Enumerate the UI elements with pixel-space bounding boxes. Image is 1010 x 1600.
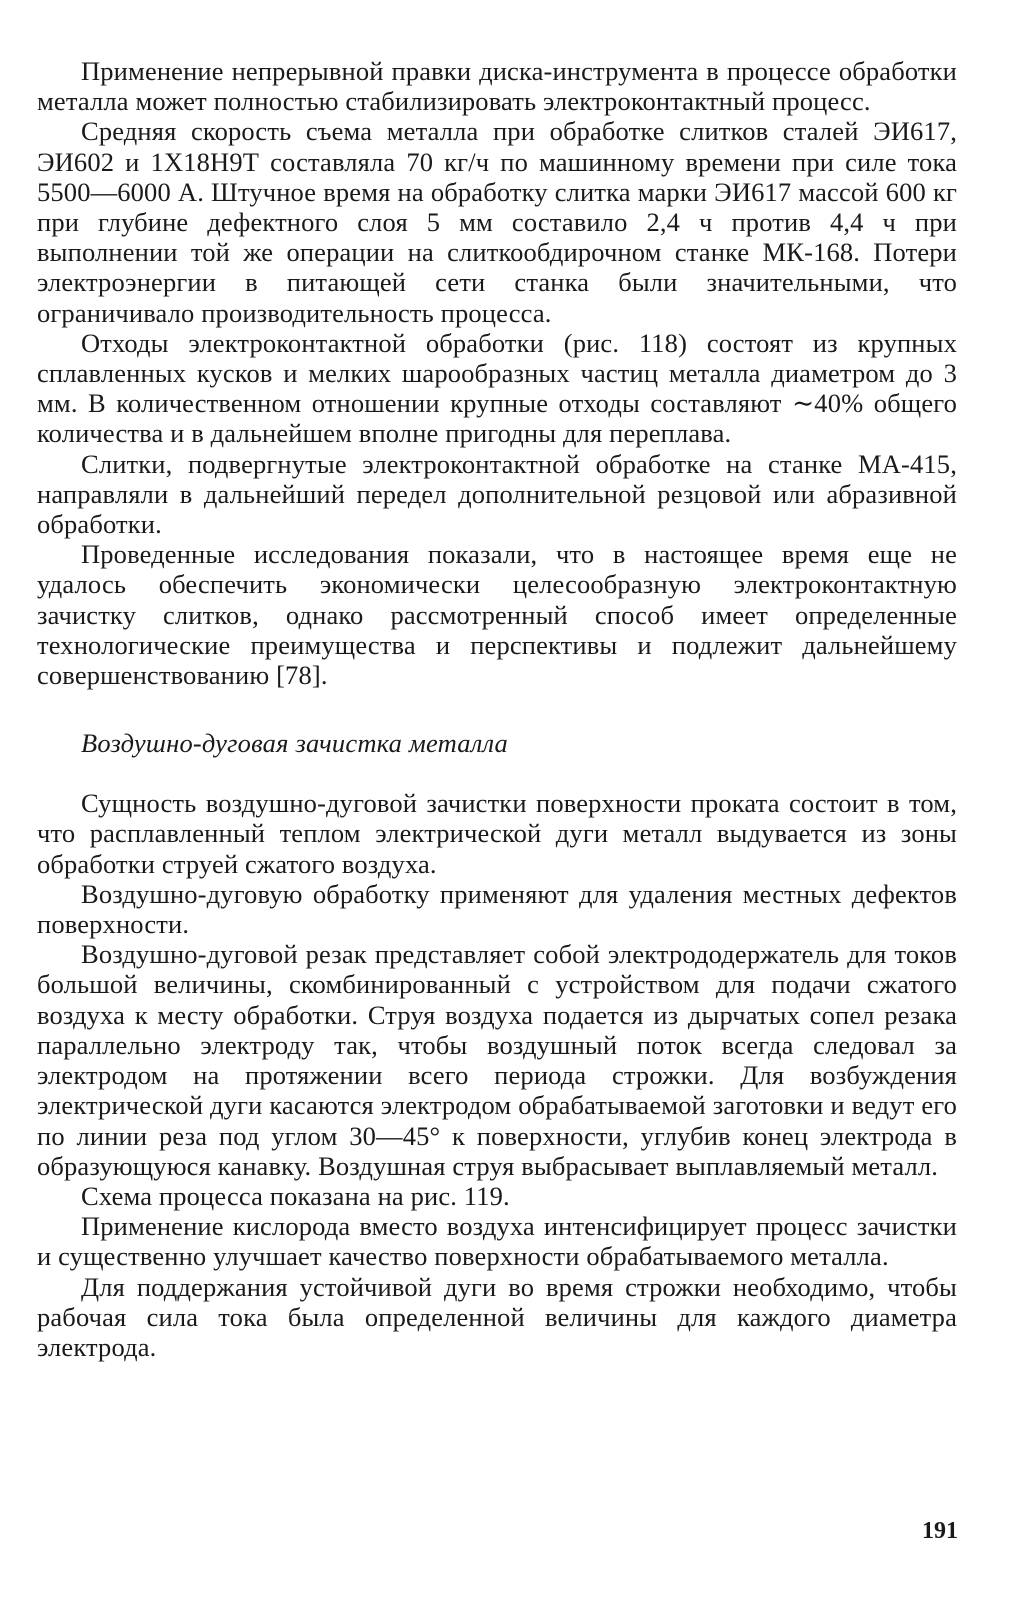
paragraph: Для поддержания устойчивой дуги во время строжки необходимо, чтобы рабочая сила тока была определенной величины для каждого диаметра электрода. bbox=[37, 1271, 957, 1362]
paragraph: Отходы электроконтактной обработки (рис. 118) состоят из крупных сплавленных кусков и мелких шарообразных частиц металла диаметром до 3 мм. В количественном отношении крупные отходы составляют ∼40% общего количества и в дальнейшем вполне пригодны для переплава. bbox=[37, 327, 957, 449]
section-heading: Воздушно-дуговая зачистка металла bbox=[81, 728, 509, 759]
paragraph: Средняя скорость съема металла при обработке слитков сталей ЭИ617, ЭИ602 и 1Х18Н9Т составляла 70 кг/ч по машинному времени при силе тока 5500—6000 А. Штучное время на обработку слитка марки ЭИ617 массой 600 кг при глубине дефектного слоя 5 мм составило 2,4 ч против 4,4 ч при выполнении той же операции на слиткообдирочном станке МК-168. Потери электроэнергии в питающей сети станка были значительными, что ограничивало производительность процесса. bbox=[37, 116, 957, 328]
paragraph: Воздушно-дуговой резак представляет собой электрододержатель для токов большой величины, скомбинированный с устройством для подачи сжатого воздуха к месту обработки. Струя воздуха подается из дырчатых сопел резака параллельно электроду так, чтобы воздушный поток всегда следовал за электродом на протяжении всего периода строжки. Для возбуждения электрической дуги касаются электродом обрабатываемой заготовки и ведут его по линии реза под углом 30—45° к поверхности, углубив конец электрода в образующуюся канавку. Воздушная струя выбрасывает выплавляемый металл. bbox=[37, 939, 957, 1181]
paragraph: Проведенные исследования показали, что в настоящее время еще не удалось обеспечить экономически целесообразную электроконтактную зачистку слитков, однако рассмотренный способ имеет определенные технологические преимущества и перспективы и подлежит дальнейшему совершенствованию [78]. bbox=[37, 539, 957, 691]
paragraph: Применение кислорода вместо воздуха интенсифицирует процесс зачистки и существенно улучшает качество поверхности обрабатываемого металла. bbox=[37, 1211, 957, 1272]
page-body bbox=[37, 56, 957, 1362]
heading-spacer bbox=[37, 758, 957, 788]
paragraph: Применение непрерывной правки диска-инструмента в процессе обработки металла может полностью стабилизировать электроконтактный процесс. bbox=[37, 56, 957, 117]
paragraph: Схема процесса показана на рис. 119. bbox=[81, 1180, 510, 1211]
paragraph: Слитки, подвергнутые электроконтактной обработке на станке МА-415, направляли в дальнейший передел дополнительной резцовой или абразивной обработки. bbox=[37, 448, 957, 540]
paragraph: Воздушно-дуговую обработку применяют для удаления местных дефектов поверхности. bbox=[37, 878, 957, 940]
page-number: 191 bbox=[922, 1518, 958, 1544]
paragraph: Сущность воздушно-дуговой зачистки поверхности проката состоит в том, что расплавленный теплом электрической дуги металл выдувается из зоны обработки струей сжатого воздуха. bbox=[37, 788, 957, 879]
